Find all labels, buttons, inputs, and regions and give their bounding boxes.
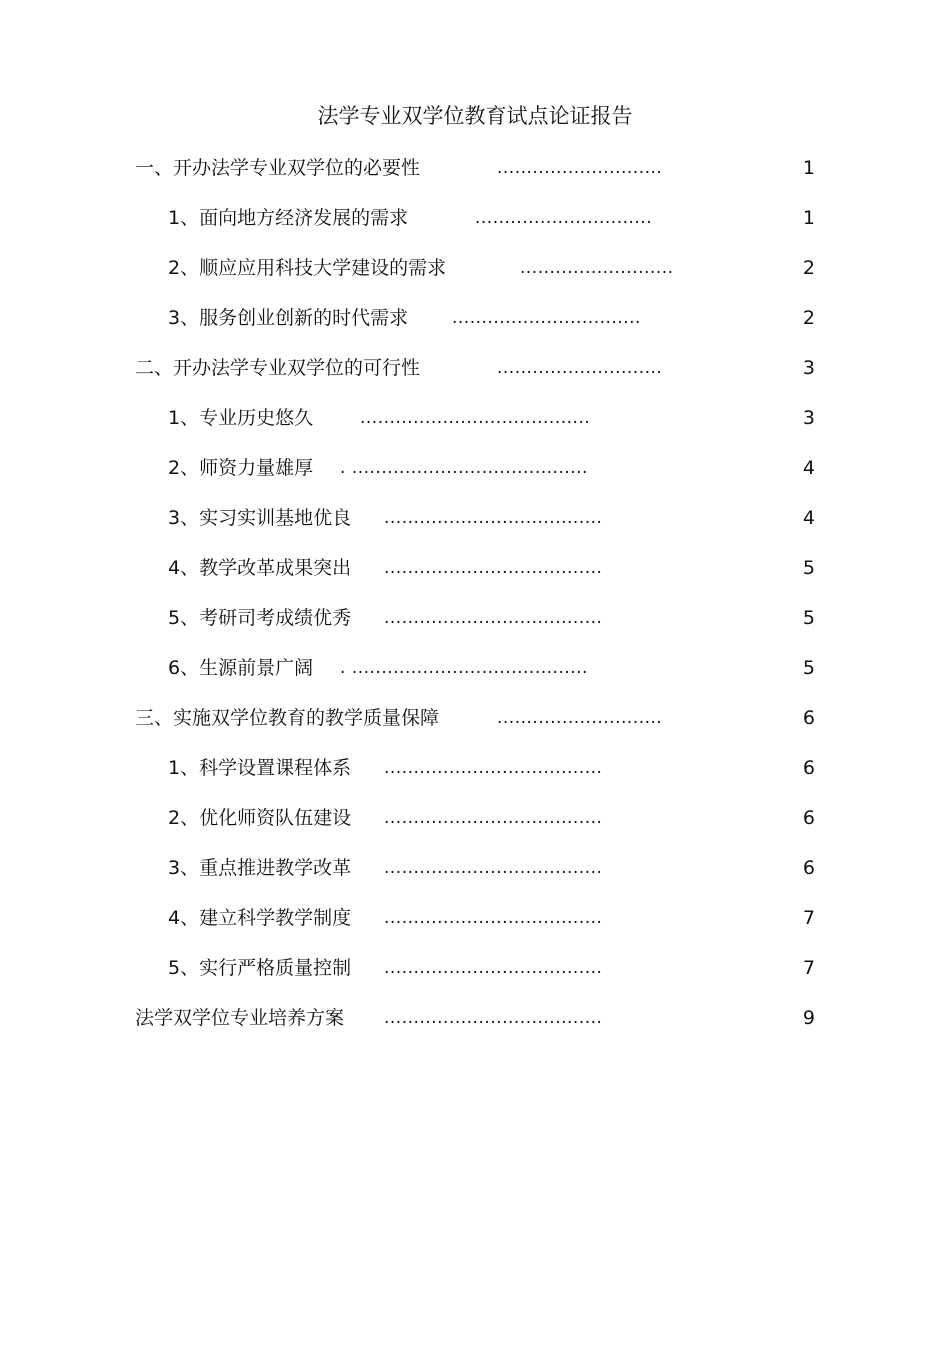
toc-leader: .....................................: [384, 1008, 603, 1028]
toc-leader: .....................................: [384, 958, 603, 978]
toc-page-number: 6: [802, 857, 815, 879]
toc-page-number: 3: [802, 407, 815, 429]
toc-page-number: 2: [802, 307, 815, 329]
toc-label: 2、顺应应用科技大学建设的需求: [168, 257, 447, 279]
toc-label: 5、考研司考成绩优秀: [168, 607, 352, 629]
toc-entry[interactable]: [168, 753, 815, 783]
toc-entry[interactable]: [168, 653, 815, 683]
toc-leader: ............................: [497, 708, 663, 728]
toc-label: 6、生源前景广阔: [168, 657, 314, 679]
toc-entry[interactable]: [168, 303, 815, 333]
toc-label: 3、服务创业创新的时代需求: [168, 307, 409, 329]
toc-label: 2、师资力量雄厚: [168, 457, 314, 479]
toc-label: 一、开办法学专业双学位的必要性: [135, 157, 421, 179]
toc-entry[interactable]: [168, 203, 815, 233]
document-title: 法学专业双学位教育试点论证报告: [317, 104, 633, 128]
toc-entry[interactable]: [168, 253, 815, 283]
toc-entry[interactable]: [168, 403, 815, 433]
toc-leader: ..............................: [475, 208, 653, 228]
toc-leader: ............................: [497, 358, 663, 378]
toc-page-number: 6: [802, 757, 815, 779]
toc-page-number: 7: [802, 957, 815, 979]
toc-entry[interactable]: [168, 953, 815, 983]
toc-page-number: 1: [802, 207, 815, 229]
toc-leader: .......................................: [360, 408, 591, 428]
toc-label: 3、重点推进教学改革: [168, 857, 352, 879]
toc-page-number: 5: [802, 607, 815, 629]
toc-label: 2、优化师资队伍建设: [168, 807, 352, 829]
toc-page-number: 6: [802, 707, 815, 729]
toc-page-number: 5: [802, 657, 815, 679]
toc-label: 1、专业历史悠久: [168, 407, 314, 429]
toc-leader: .....................................: [384, 908, 603, 928]
toc-entry[interactable]: [168, 903, 815, 933]
toc-leader: . ........................................: [340, 458, 588, 478]
toc-label: 4、教学改革成果突出: [168, 557, 352, 579]
toc-label: 法学双学位专业培养方案: [135, 1007, 345, 1029]
toc-entry[interactable]: [168, 803, 815, 833]
toc-leader: .....................................: [384, 508, 603, 528]
toc-entry[interactable]: [168, 453, 815, 483]
toc-page-number: 2: [802, 257, 815, 279]
toc-label: 1、面向地方经济发展的需求: [168, 207, 409, 229]
toc-section-3[interactable]: [135, 703, 815, 733]
toc-page-number: 6: [802, 807, 815, 829]
toc-entry[interactable]: [168, 503, 815, 533]
toc-page-number: 5: [802, 557, 815, 579]
toc-section-2[interactable]: [135, 353, 815, 383]
toc-leader: .....................................: [384, 558, 603, 578]
toc-leader: ............................: [497, 158, 663, 178]
toc-label: 3、实习实训基地优良: [168, 507, 352, 529]
toc-page-number: 1: [802, 157, 815, 179]
toc-entry[interactable]: [168, 553, 815, 583]
toc-page-number: 3: [802, 357, 815, 379]
toc-leader: .....................................: [384, 608, 603, 628]
toc-label: 二、开办法学专业双学位的可行性: [135, 357, 421, 379]
toc-entry[interactable]: [168, 853, 815, 883]
toc-leader: . ........................................: [340, 658, 588, 678]
toc-section-1[interactable]: [135, 153, 815, 183]
toc-leader: .....................................: [384, 858, 603, 878]
toc-leader: ................................: [452, 308, 641, 328]
toc-page-number: 4: [802, 507, 815, 529]
toc-page-number: 4: [802, 457, 815, 479]
toc-label: 5、实行严格质量控制: [168, 957, 352, 979]
toc-label: 三、实施双学位教育的教学质量保障: [135, 707, 440, 729]
toc-leader: .....................................: [384, 808, 603, 828]
toc-leader: .....................................: [384, 758, 603, 778]
toc-page-number: 9: [802, 1007, 815, 1029]
toc-section-appendix[interactable]: [135, 1003, 815, 1033]
toc-leader: ..........................: [520, 258, 674, 278]
toc-entry[interactable]: [168, 603, 815, 633]
toc-page-number: 7: [802, 907, 815, 929]
toc-label: 4、建立科学教学制度: [168, 907, 352, 929]
toc-label: 1、科学设置课程体系: [168, 757, 352, 779]
